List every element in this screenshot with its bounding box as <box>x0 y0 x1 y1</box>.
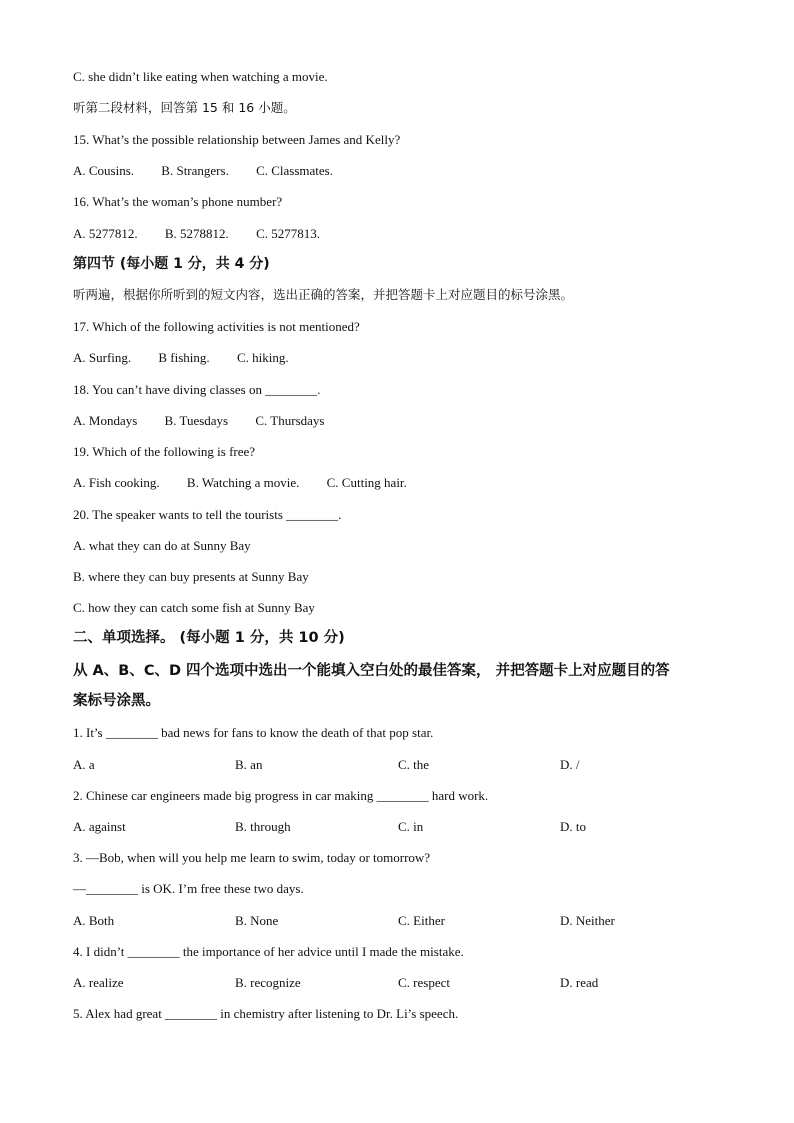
q15-option-b: B. Strangers. <box>161 163 229 178</box>
q15-options <box>73 163 357 179</box>
mc-q1-option-b: B. an <box>235 757 263 772</box>
q16-option-a: A. 5277812. <box>73 226 138 241</box>
mc-q2-option-c: C. in <box>398 819 424 834</box>
mc-q3-option-c: C. Either <box>398 913 445 928</box>
section4-heading: 第四节 (每小题 1 分，共 4 分) <box>73 256 270 272</box>
q20-option-b: B. where they can buy presents at Sunny Bay <box>73 569 309 584</box>
q19-option-a: A. Fish cooking. <box>73 475 160 490</box>
q16-option-c: C. 5277813. <box>256 226 320 241</box>
part2-instruction-line1: 从 A、B、C、D 四个选项中选出一个能填入空白处的最佳答案， 并把答题卡上对应题目的答 <box>73 663 670 679</box>
q16-option-b: B. 5278812. <box>164 226 229 241</box>
mc-q1-option-c: C. the <box>398 757 430 772</box>
q16-options <box>73 226 344 242</box>
mc-q3-option-b: B. None <box>235 913 279 928</box>
q19-option-c: C. Cutting hair. <box>326 475 407 490</box>
part2-heading: 二、单项选择。 (每小题 1 分，共 10 分) <box>73 630 345 646</box>
q20-option-a: A. what they can do at Sunny Bay <box>73 538 251 553</box>
mc-q2-stem: 2. Chinese car engineers made big progress in car making ________ hard work. <box>73 788 489 803</box>
mc-q2-option-d: D. to <box>560 819 586 834</box>
section4-instruction: 听两遍，根据你所听到的短文内容，选出正确的答案，并把答题卡上对应题目的标号涂黑。 <box>73 287 574 302</box>
q17-option-c: C. hiking. <box>236 350 289 365</box>
passage2-instruction: 听第二段材料，回答第 15 和 16 小题。 <box>73 100 296 115</box>
q17-option-b: B fishing. <box>158 350 210 365</box>
mc-q4-stem: 4. I didn’t ________ the importance of her advice until I made the mistake. <box>73 944 464 959</box>
mc-q3-stem-line1: 3. —Bob, when will you help me learn to swim, today or tomorrow? <box>73 850 431 865</box>
q19-stem: 19. Which of the following is free? <box>73 444 256 459</box>
part2-instruction-line2: 案标号涂黑。 <box>73 693 160 709</box>
mc-q1-stem: 1. It’s ________ bad news for fans to know the death of that pop star. <box>73 725 434 740</box>
mc-q2-option-a: A. against <box>73 819 126 834</box>
mc-q1-option-d: D. / <box>560 757 580 772</box>
q18-option-a: A. Mondays <box>73 413 138 428</box>
q16-stem: 16. What’s the woman’s phone number? <box>73 194 283 209</box>
mc-q4-option-b: B. recognize <box>235 975 301 990</box>
mc-q4-option-d: D. read <box>560 975 599 990</box>
mc-q1-option-a: A. a <box>73 757 95 772</box>
q18-options <box>73 413 348 429</box>
mc-q3-option-a: A. Both <box>73 913 115 928</box>
q19-options <box>73 475 431 491</box>
mc-q3-option-d: D. Neither <box>560 913 615 928</box>
mc-q5-stem: 5. Alex had great ________ in chemistry after listening to Dr. Li’s speech. <box>73 1006 459 1021</box>
q18-option-b: B. Tuesdays <box>164 413 229 428</box>
q19-option-b: B. Watching a movie. <box>186 475 300 490</box>
q17-options <box>73 350 313 366</box>
q17-option-a: A. Surfing. <box>73 350 132 365</box>
mc-q4-option-c: C. respect <box>398 975 450 990</box>
mc-q3-stem-line2: —________ is OK. I’m free these two days. <box>73 881 304 896</box>
q18-option-c: C. Thursdays <box>255 413 325 428</box>
q14-option-c: C. she didn’t like eating when watching a movie. <box>73 69 328 84</box>
q20-option-c: C. how they can catch some fish at Sunny Bay <box>73 600 315 615</box>
q18-stem: 18. You can’t have diving classes on ________. <box>73 382 321 397</box>
q20-stem: 20. The speaker wants to tell the tourists ________. <box>73 507 342 522</box>
mc-q4-option-a: A. realize <box>73 975 124 990</box>
mc-q2-option-b: B. through <box>235 819 291 834</box>
q15-option-c: C. Classmates. <box>256 163 333 178</box>
q17-stem: 17. Which of the following activities is not mentioned? <box>73 319 360 334</box>
q15-stem: 15. What’s the possible relationship between James and Kelly? <box>73 132 401 147</box>
q15-option-a: A. Cousins. <box>73 163 135 178</box>
